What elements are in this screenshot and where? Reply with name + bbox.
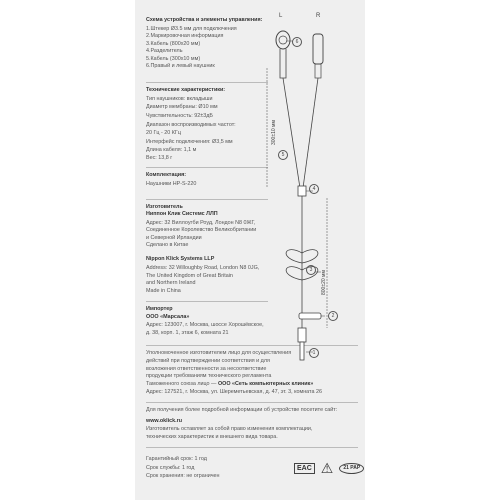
spec-item-1: Тип наушников: вкладыши bbox=[146, 96, 213, 102]
info-line: Для получения более подробной информации об устройстве посетите сайт: bbox=[146, 407, 338, 413]
importer-line: Адрес: 123007, г. Москва, шоссе Хорошёвское, bbox=[146, 322, 264, 328]
eac-mark: EAC bbox=[294, 463, 315, 474]
warranty-line: Срок службы: 1 год bbox=[146, 465, 195, 471]
right-label: R bbox=[316, 13, 321, 19]
eac-prefix: Таможенного союза лицо — bbox=[146, 381, 217, 387]
divider bbox=[146, 301, 268, 302]
spec-item-6: Интерфейс подключения: Ø3,5 мм bbox=[146, 139, 233, 145]
manufacturer-ru-name: Ниппон Клик Системс ЛЛП bbox=[146, 211, 218, 217]
divider bbox=[146, 402, 358, 403]
spec-item-5: 20 Гц - 20 КГц bbox=[146, 130, 181, 136]
manufacturer-en-line: Address: 32 Willoughby Road, London N8 0JG, bbox=[146, 265, 260, 271]
callout-2: 2 bbox=[328, 311, 338, 321]
plug bbox=[298, 328, 306, 342]
manufacturer-en-name: Nippon Klick Systems LLP bbox=[146, 256, 215, 262]
divider bbox=[146, 447, 358, 448]
left-earbud bbox=[276, 31, 290, 49]
importer-name: ООО «Марсала» bbox=[146, 314, 190, 320]
importer-title: Импортер bbox=[146, 306, 173, 312]
importer-line: д. 38, корп. 1, этаж 6, комната 21 bbox=[146, 330, 229, 336]
authorized-line: действий при подтверждении соответствия и для bbox=[146, 358, 270, 364]
spec-item-7: Длина кабеля: 1,1 м bbox=[146, 147, 197, 153]
scheme-item-3: 3.Кабель (800х20 мм) bbox=[146, 41, 201, 47]
callout-6: 6 bbox=[292, 37, 302, 47]
scheme-item-6: 6.Правый и левый наушник bbox=[146, 63, 215, 69]
earphone-diagram bbox=[255, 8, 360, 378]
spec-item-3: Чувствительность: 92±3дБ bbox=[146, 113, 213, 119]
warranty-line: Гарантийный срок: 1 год bbox=[146, 456, 207, 462]
callout-4: 4 bbox=[309, 184, 319, 194]
info-note: технических характеристик и внешнего вида товара. bbox=[146, 434, 278, 440]
scheme-item-2: 2.Маркировочная информация bbox=[146, 33, 224, 39]
recycle-icon: ⚠ bbox=[320, 460, 334, 476]
divider bbox=[146, 167, 268, 168]
callout-3: 3 bbox=[306, 265, 316, 275]
specs-title: Технические характеристики: bbox=[146, 87, 226, 93]
scheme-item-1: 1.Штекер Ø3.5 мм для подключения bbox=[146, 26, 237, 32]
manufacturer-en-line: and Northern Ireland bbox=[146, 280, 196, 286]
authorized-line: возложения ответственности за несоответствие bbox=[146, 366, 267, 372]
dimension-long: 800±20 мм bbox=[321, 270, 327, 295]
info-note: Изготовитель оставляет за собой право изменения комплектации, bbox=[146, 426, 313, 432]
marking-tag bbox=[299, 313, 321, 319]
kit-item-1: Наушники HP-S-220 bbox=[146, 181, 197, 187]
spec-item-4: Диапазон воспроизводимых частот: bbox=[146, 122, 236, 128]
divider bbox=[146, 82, 268, 83]
eac-address: Адрес: 127521, г. Москва, ул. Шереметьевская, д. 47, эт. 3, комната 26 bbox=[146, 389, 322, 395]
manufacturer-en-line: The United Kingdom of Great Britain bbox=[146, 273, 233, 279]
kit-title: Комплектация: bbox=[146, 172, 187, 178]
callout-5: 5 bbox=[278, 150, 288, 160]
scheme-item-4: 4.Разделитель bbox=[146, 48, 183, 54]
authorized-line: Уполномоченное изготовителем лицо для осуществления bbox=[146, 350, 292, 356]
manufacturer-title: Изготовитель bbox=[146, 204, 183, 210]
scheme-title: Схема устройства и элементы управления: bbox=[146, 17, 263, 23]
manufacturer-ru-line: Сделано в Китае bbox=[146, 242, 189, 248]
manufacturer-ru-line: Соединенное Королевство Великобритании bbox=[146, 227, 257, 233]
splitter bbox=[298, 186, 306, 196]
spec-item-2: Диаметр мембраны: Ø10 мм bbox=[146, 104, 218, 110]
dimension-short: 300±10 мм bbox=[271, 120, 277, 145]
certification-marks bbox=[294, 460, 364, 477]
eac-name: ООО «Сеть компьютерных клиник» bbox=[217, 381, 314, 387]
manufacturer-en-line: Made in China bbox=[146, 288, 181, 294]
divider bbox=[146, 199, 268, 200]
warranty-line: Срок хранения: не ограничен bbox=[146, 473, 220, 479]
authorized-line: продукции требованиям технического регламента bbox=[146, 373, 272, 379]
right-earbud bbox=[313, 34, 323, 64]
manufacturer-ru-line: и Северной Ирландии bbox=[146, 235, 202, 241]
site-link[interactable]: www.oklick.ru bbox=[146, 418, 183, 424]
manufacturer-ru-line: Адрес: 32 Виллоугби Роуд, Лондон N8 0ЖГ, bbox=[146, 220, 256, 226]
spec-item-8: Вес: 13,8 г bbox=[146, 155, 173, 161]
recycle-mark: 21 PAP bbox=[339, 463, 364, 474]
eac-line bbox=[146, 381, 313, 388]
callout-1: 1 bbox=[309, 348, 319, 358]
scheme-item-5: 5.Кабель (300х10 мм) bbox=[146, 56, 201, 62]
left-label: L bbox=[279, 13, 283, 19]
